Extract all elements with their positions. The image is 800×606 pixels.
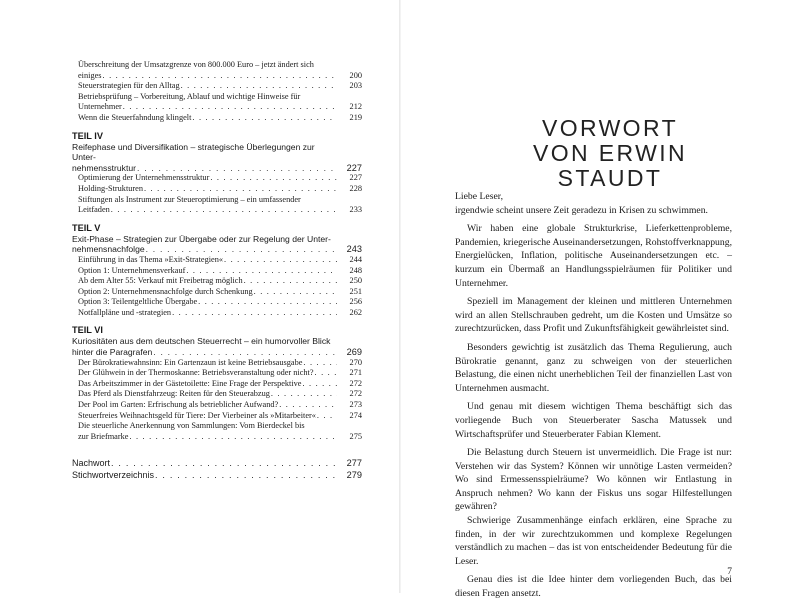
chapter-title-line: nehmensstruktur: [72, 162, 137, 173]
chapter-page-number: 227: [346, 162, 362, 173]
toc-entry-title: Stichwortverzeichnis: [72, 469, 155, 480]
dot-leader: [192, 113, 337, 124]
toc-entry-leader: [78, 113, 338, 124]
toc-entry-title: Nachwort: [72, 458, 111, 469]
foreword-title-line-1: VORWORT: [541, 115, 679, 141]
foreword-title-line-2: VON ERWIN STAUDT: [532, 140, 688, 191]
toc-entry-leader: [72, 470, 338, 481]
chapter-title-line: Kuriositäten aus dem deutschen Steuerrecht – ein humorvoller Blick: [72, 336, 331, 347]
book-gutter: [399, 0, 401, 593]
toc-page-number: 233: [349, 205, 362, 215]
toc-entry-leader: [78, 276, 338, 287]
toc-entry-title: Option 1: Unternehmensverkauf: [78, 265, 186, 275]
toc-entry-leader: [78, 297, 338, 308]
part-label: TEIL IV: [72, 130, 103, 141]
toc-entry-title: Einführung in das Thema »Exit-Strategien«: [78, 254, 224, 264]
toc-entry-leader: [78, 358, 338, 369]
dot-leader: [279, 400, 337, 411]
dot-leader: [123, 102, 337, 113]
toc-entry-title: zur Briefmarke: [78, 431, 129, 441]
dot-leader: [111, 205, 337, 216]
toc-entry-leader: [78, 173, 338, 184]
toc-entry-title: Der Glühwein in der Thermoskanne: Betriebsveranstaltung oder nicht?: [78, 368, 314, 378]
dot-leader: [137, 163, 337, 174]
toc-entry: [72, 411, 362, 422]
toc-entry-title: Option 3: Teilentgeltliche Übergabe: [78, 297, 198, 307]
toc-entry: [72, 287, 362, 298]
toc-page-number: 248: [349, 265, 362, 275]
chapter-title-line: hinter die Paragrafen: [72, 347, 153, 358]
toc-page-number: 275: [349, 431, 362, 441]
toc-entry-leader: [78, 389, 338, 400]
toc-page-number: 271: [349, 368, 362, 378]
toc-entry-title: Leitfaden: [78, 205, 110, 215]
toc-page-number: 219: [349, 112, 362, 122]
chapter-title-line: Reifephase und Diversifikation – strategische Überlegungen zur Unter-: [72, 141, 315, 163]
toc-entry-title: Das Pferd als Dienstfahrzeug: Reiten für den Steuerabzug: [78, 389, 270, 399]
toc-page-number: 228: [349, 183, 362, 193]
dot-leader: [244, 276, 337, 287]
toc-entry-title: Wenn die Steuerfahndung klingelt: [78, 112, 192, 122]
dot-leader: [146, 244, 337, 255]
toc-entry-title: Optimierung der Unternehmensstruktur: [78, 173, 210, 183]
toc-page-number: 251: [349, 286, 362, 296]
dot-leader: [303, 379, 338, 390]
dot-leader: [144, 184, 337, 195]
toc-entry-title: Steuerstrategien für den Alltag: [78, 81, 180, 91]
toc-entry-leader: [78, 368, 338, 379]
table-of-contents: [72, 60, 362, 481]
toc-entry: [72, 308, 362, 319]
dot-leader: [254, 287, 337, 298]
paragraph: Die Belastung durch Steuern ist unvermeidlich. Die Frage ist nur: Verstehen wir das System? Können wir unnötige Lasten vermeiden? Wo sind Ermessensspielräume? Wo können wir Entlastung in Anspruch nehmen? Wo kann der Fiskus uns sogar Hilfestellungen gewähren?: [455, 447, 732, 513]
toc-entry-leader: [72, 458, 338, 469]
toc-entry-leader: [78, 400, 338, 411]
chapter-entry: [72, 336, 362, 357]
toc-entry: [72, 113, 362, 124]
toc-entry-leader: [78, 102, 338, 113]
toc-entry-leader: [78, 308, 338, 319]
dot-leader: [155, 470, 337, 481]
toc-entry: [72, 81, 362, 92]
toc-end-entry: [72, 458, 362, 469]
toc-entry: [72, 195, 362, 216]
toc-entry-leader: [78, 81, 338, 92]
dot-leader: [210, 173, 337, 184]
paragraph: irgendwie scheint unsere Zeit geradezu in Krisen zu schwimmen.: [455, 204, 708, 216]
toc-page-number: 274: [349, 410, 362, 420]
dot-leader: [129, 432, 337, 443]
toc-entry-leader: [78, 432, 338, 443]
toc-entry-title: Der Bürokratiewahnsinn: Ein Gartenzaun ist keine Betriebsausgabe: [78, 357, 303, 367]
toc-entry-title: Holding-Strukturen: [78, 183, 143, 193]
toc-entry: [72, 255, 362, 266]
toc-page-number: 244: [349, 254, 362, 264]
dot-leader: [224, 255, 337, 266]
toc-entry: [72, 389, 362, 400]
toc-entry-leader: [78, 255, 338, 266]
foreword-body: [455, 190, 732, 606]
paragraph: Und genau mit diesem wichtigen Thema beschäftigt sich das vorliegende Buch von Steuerberater Sascha Matussek und Wirtschaftsprüfer und Steuerberater Fabian Klement.: [455, 401, 732, 440]
dot-leader: [271, 389, 337, 400]
toc-page-number: 250: [349, 276, 362, 286]
toc-entry: [72, 173, 362, 184]
toc-page-number: 203: [349, 81, 362, 91]
foreword-title: [500, 116, 720, 191]
toc-page-number: 272: [349, 389, 362, 399]
toc-page-number: 270: [349, 357, 362, 367]
toc-entry-leader: [78, 71, 338, 82]
dot-leader: [303, 358, 337, 369]
toc-page-number: 227: [349, 173, 362, 183]
chapter-entry: [72, 142, 362, 174]
toc-entry: [72, 92, 362, 113]
dot-leader: [172, 308, 337, 319]
paragraph: Speziell im Management der kleinen und mittleren Unternehmen wird an allen Stellschrauben gedreht, um die Kosten und Umsätze so zurechtzurücken, dass Profit und Zukunftsfähigkeit gewährleistet sind.: [455, 296, 732, 335]
toc-page-number: 272: [349, 378, 362, 388]
toc-entry-leader: [72, 244, 338, 255]
dot-leader: [186, 266, 337, 277]
toc-entry-leader: [78, 184, 338, 195]
part-label: TEIL VI: [72, 325, 103, 336]
toc-entry: [72, 60, 362, 81]
toc-entry-leader: [78, 287, 338, 298]
toc-entry: [72, 379, 362, 390]
toc-page-number: 256: [349, 297, 362, 307]
toc-entry: [72, 400, 362, 411]
toc-page-number: 273: [349, 400, 362, 410]
dot-leader: [103, 71, 337, 82]
toc-end-entry: [72, 470, 362, 481]
toc-page-number: 200: [349, 70, 362, 80]
part-label: TEIL V: [72, 222, 101, 233]
toc-entry-leader: [78, 411, 338, 422]
toc-entry-line: Stiftungen als Instrument zur Steueroptimierung – ein umfassender: [78, 194, 301, 204]
paragraph: Besonders gewichtig ist zusätzlich das Thema Regulierung, auch Bürokratie genannt, ganz zu schweigen von der steuerlichen Belastung, die einen nicht unerheblichen Teil der finanziellen Last von Unternehmen ausmacht.: [455, 341, 732, 394]
toc-entry: [72, 276, 362, 287]
toc-entry-title: Ab dem Alter 55: Verkauf mit Freibetrag möglich: [78, 276, 243, 286]
spacer: [72, 442, 362, 458]
dot-leader: [198, 297, 337, 308]
chapter-title-line: nehmensnachfolge: [72, 244, 145, 255]
page-number: 7: [727, 567, 732, 577]
toc-entry: [72, 358, 362, 369]
toc-entry-leader: [78, 379, 338, 390]
toc-entry: [72, 266, 362, 277]
dot-leader: [181, 81, 337, 92]
dot-leader: [315, 368, 337, 379]
toc-entry-title: Option 2: Unternehmensnachfolge durch Schenkung: [78, 286, 253, 296]
toc-entry-title: Unternehmer: [78, 102, 122, 112]
toc-entry: [72, 421, 362, 442]
paragraph: Wir haben eine globale Strukturkrise, Lieferkettenprobleme, Pandemien, kriegerische Auseinandersetzungen, Rohstoffverknappung, Energielücken, Inflation, politische Auseinandersetzungen etc. – kurzum ein Übermaß an Handlungsspielräumen für Politiker und Unternehmer.: [455, 223, 732, 289]
toc-entry-line: Überschreitung der Umsatzgrenze von 800.000 Euro – jetzt ändert sich: [78, 60, 314, 69]
chapter-page-number: 243: [346, 244, 362, 255]
salutation: Liebe Leser,: [455, 191, 504, 202]
toc-page-number: 212: [349, 102, 362, 112]
toc-entry: [72, 297, 362, 308]
toc-entry: [72, 184, 362, 195]
toc-entry-title: Notfallpläne und -strategien: [78, 307, 172, 317]
toc-entry-title: Der Pool im Garten: Erfrischung als betrieblicher Aufwand?: [78, 400, 279, 410]
toc-page-number: 279: [346, 469, 362, 480]
chapter-entry: [72, 234, 362, 255]
toc-entry-leader: [78, 266, 338, 277]
toc-entry-title: Das Arbeitszimmer in der Gästetoilette: Eine Frage der Perspektive: [78, 378, 302, 388]
toc-entry-line: Die steuerliche Anerkennung von Sammlungen: Vom Bierdeckel bis: [78, 421, 305, 431]
dot-leader: [153, 347, 337, 358]
paragraph: Genau dies ist die Idee hinter dem vorliegenden Buch, das bei diesen Fragen ansetzt.: [455, 574, 732, 600]
toc-entry-title: Steuerfreies Weihnachtsgeld für Tiere: Der Vierbeiner als »Mitarbeiter«: [78, 410, 316, 420]
toc-entry: [72, 368, 362, 379]
toc-entry-leader: [72, 347, 338, 358]
dot-leader: [111, 458, 337, 469]
dot-leader: [317, 411, 337, 422]
chapter-page-number: 269: [346, 347, 362, 358]
paragraph: Schwierige Zusammenhänge einfach erklären, eine Sprache zu finden, in der wir zurechtzukommen und komplexe Regelungen verständlich zu machen – das ist von entscheidender Bedeutung für die Leser.: [455, 515, 732, 567]
toc-entry-leader: [78, 205, 338, 216]
chapter-title-line: Exit-Phase – Strategien zur Übergabe oder zur Regelung der Unter-: [72, 233, 331, 244]
toc-entry-title: einiges: [78, 70, 102, 80]
toc-entry-line: Betriebsprüfung – Vorbereitung, Ablauf und wichtige Hinweise für: [78, 91, 301, 101]
toc-entry-leader: [72, 163, 338, 174]
toc-page-number: 262: [349, 307, 362, 317]
toc-page-number: 277: [346, 458, 362, 469]
